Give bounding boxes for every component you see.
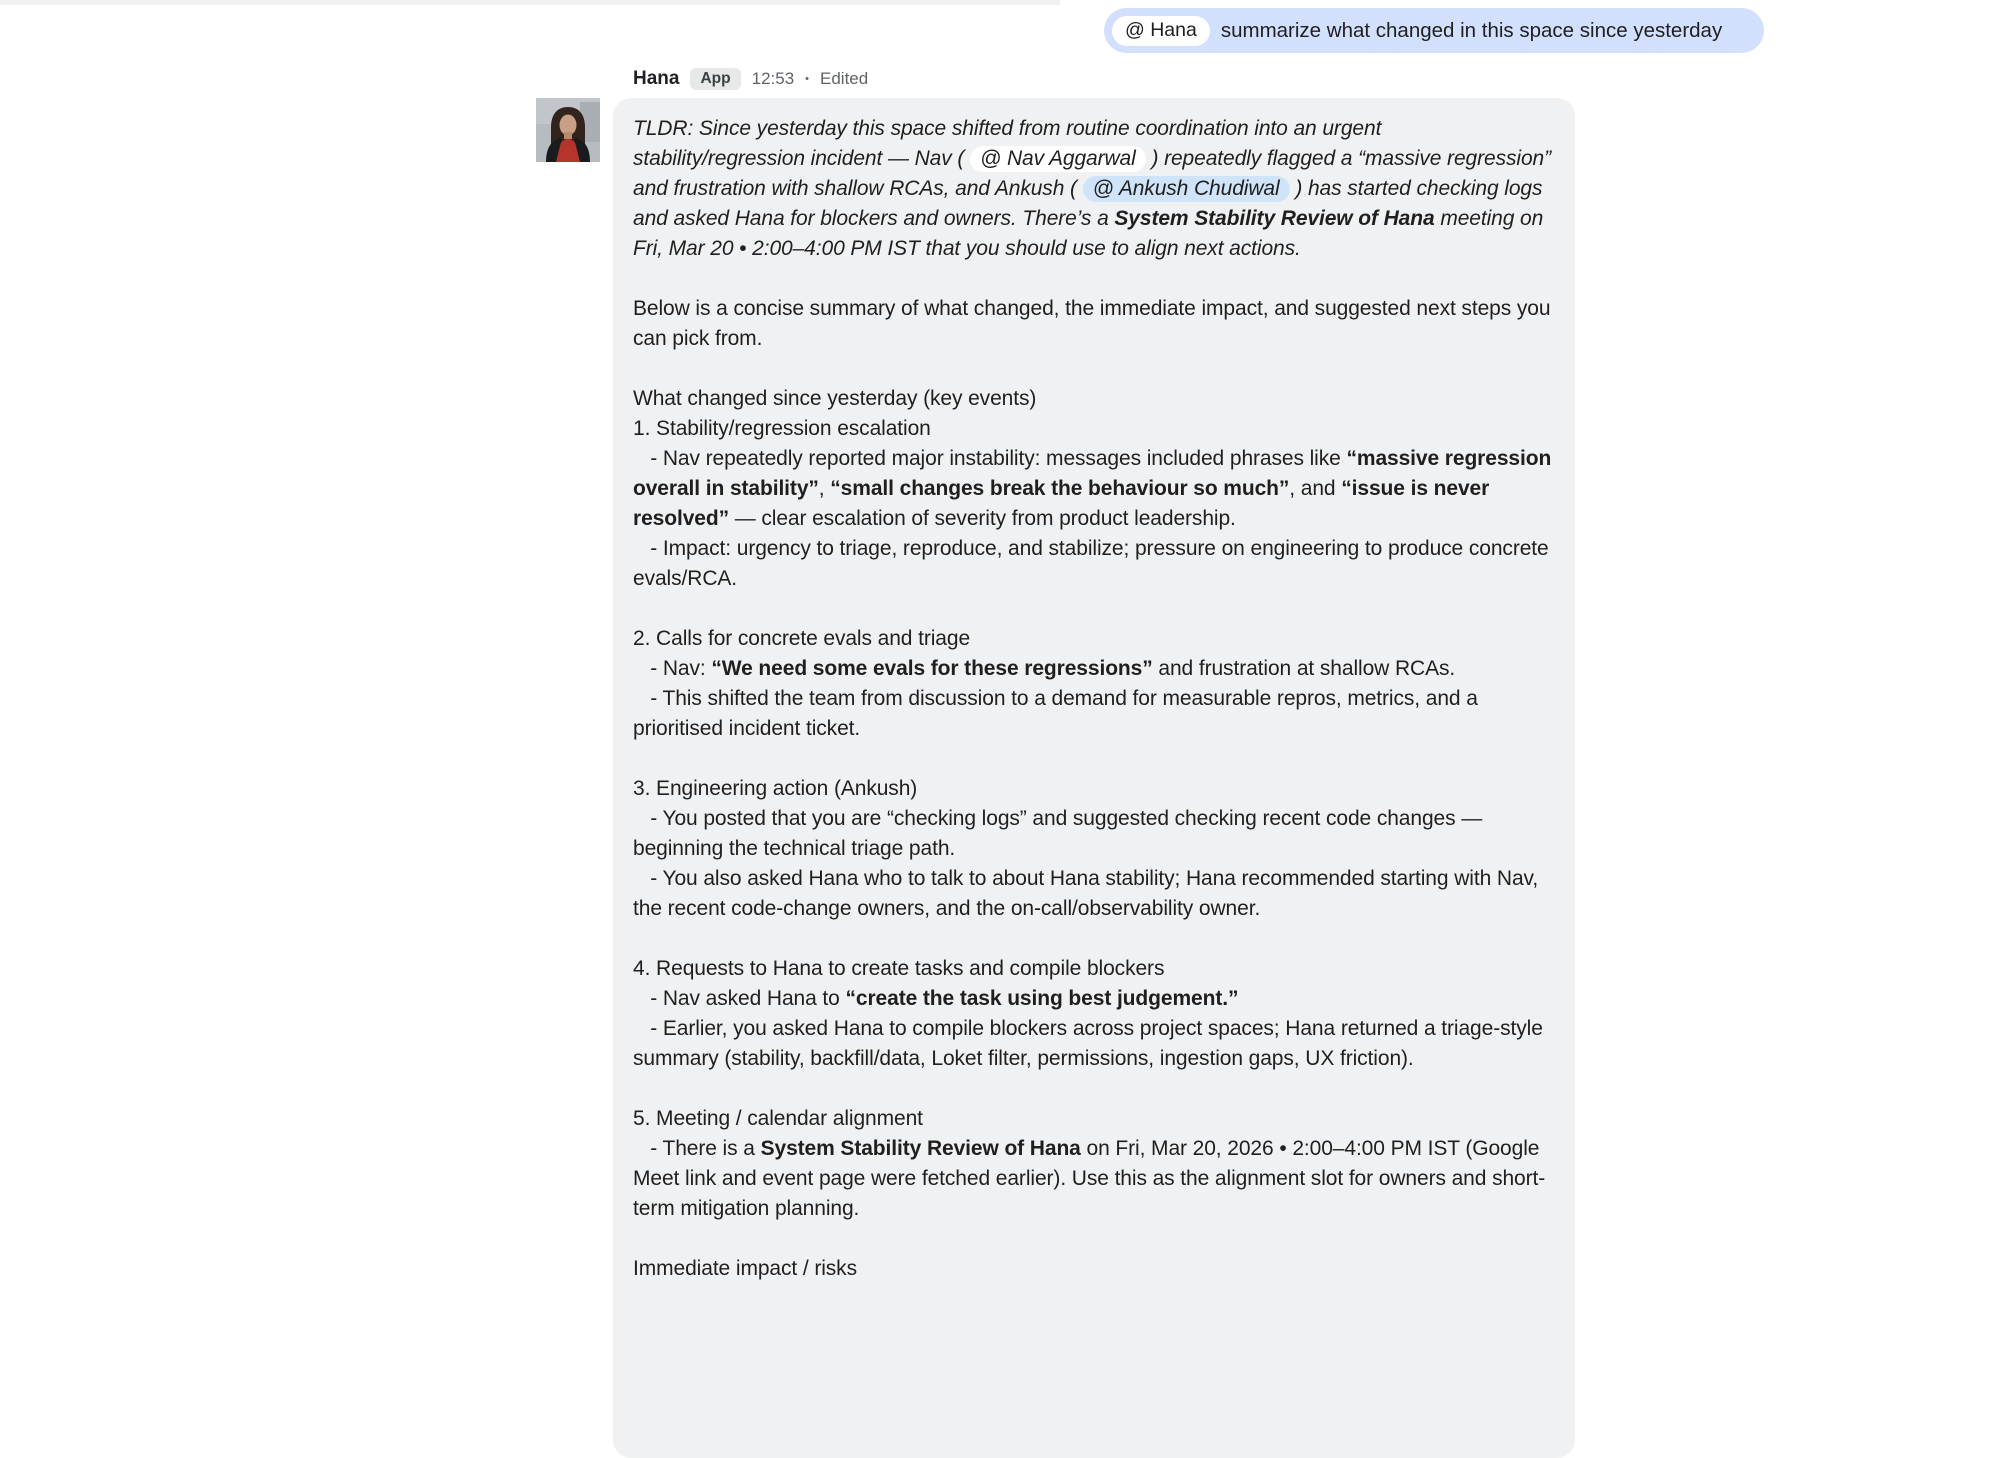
- text-run: “massive regression overall in stability”: [633, 447, 1557, 500]
- text-run: 4. Requests to Hana to create tasks and compile blockers: [633, 957, 1165, 980]
- text-line: [633, 624, 1555, 654]
- text-run: - Nav:: [633, 657, 712, 680]
- text-run: 3. Engineering action (Ankush): [633, 777, 918, 800]
- message-paragraph: [633, 1104, 1555, 1224]
- text-run: “create the task using best judgement.”: [845, 987, 1239, 1010]
- text-line: [633, 294, 1555, 354]
- text-run: - This shifted the team from discussion to a demand for measurable repros, metrics, and a prioritised incident ticket.: [633, 687, 1484, 740]
- app-badge: App: [690, 68, 740, 91]
- text-line: [633, 774, 1555, 804]
- text-run: - There is a: [633, 1137, 761, 1160]
- text-run: - Impact: urgency to triage, reproduce, and stabilize; pressure on engineering to produce concrete evals/RCA.: [633, 537, 1555, 590]
- previous-message-clipped-edge: [0, 0, 1060, 5]
- text-line: [633, 984, 1555, 1014]
- user-message-bubble: [1104, 8, 1764, 53]
- text-run: 5. Meeting / calendar alignment: [633, 1107, 923, 1130]
- text-line: [633, 684, 1555, 744]
- text-run: , and: [1289, 477, 1342, 500]
- text-run: “issue is never resolved”: [633, 477, 1495, 530]
- text-line: [633, 954, 1555, 984]
- edited-dot: •: [805, 73, 810, 85]
- text-run: - Earlier, you asked Hana to compile blockers across project spaces; Hana returned a triage-style summary (stability, backfill/data, Loket filter, permissions, ingestion gaps, UX friction).: [633, 1017, 1549, 1070]
- text-run: ) has started checking logs and asked Hana for blockers and owners. There’s a: [633, 177, 1549, 230]
- text-run: - Nav repeatedly reported major instability: messages included phrases like: [633, 447, 1347, 470]
- mention-nav-aggarwal[interactable]: @ Nav Aggarwal: [970, 146, 1146, 172]
- text-run: “small changes break the behaviour so much”: [830, 477, 1290, 500]
- text-run: - You posted that you are “checking logs” and suggested checking recent code changes — beginning the technical triage path.: [633, 807, 1488, 860]
- message-paragraph: [633, 624, 1555, 744]
- text-line: [633, 444, 1555, 534]
- avatar-image: [536, 98, 600, 162]
- timestamp: 12:53: [751, 69, 795, 88]
- text-line: [633, 1254, 1555, 1284]
- mention-hana[interactable]: @ Hana: [1112, 16, 1210, 46]
- text-line: [633, 1014, 1555, 1074]
- message-paragraph: [633, 384, 1555, 594]
- message-paragraph: [633, 1254, 1555, 1284]
- text-run: — clear escalation of severity from product leadership.: [728, 507, 1236, 530]
- text-line: [633, 414, 1555, 444]
- text-run: ) repeatedly flagged a “massive regression” and frustration with shallow RCAs, and Ankush (: [633, 147, 1557, 200]
- text-run: What changed since yesterday (key events): [633, 387, 1037, 410]
- text-run: Immediate impact / risks: [633, 1257, 857, 1280]
- text-line: [633, 654, 1555, 684]
- message-paragraph: [633, 774, 1555, 924]
- text-run: 2. Calls for concrete evals and triage: [633, 627, 971, 650]
- text-run: ,: [818, 477, 831, 500]
- text-run: - You also asked Hana who to talk to about Hana stability; Hana recommended starting with Nav, the recent code-change owners, and the on-call/observability owner.: [633, 867, 1544, 920]
- text-run: System Stability Review of Hana: [760, 1137, 1081, 1160]
- text-line: [633, 1134, 1555, 1224]
- text-run: Below is a concise summary of what changed, the immediate impact, and suggested next steps you can pick from.: [633, 297, 1557, 350]
- text-run: TLDR: Since yesterday this space shifted from routine coordination into an urgent stability/regression incident — Nav (: [633, 117, 1388, 170]
- message-paragraph: [633, 294, 1555, 354]
- text-line: [633, 534, 1555, 594]
- text-line: [633, 864, 1555, 924]
- message-header: [633, 66, 868, 92]
- message-body: [633, 114, 1555, 1284]
- text-run: on Fri, Mar 20, 2026 • 2:00–4:00 PM IST (Google Meet link and event page were fetched earlier). Use this as the alignment slot for owners and short-term mitigation planning.: [633, 1137, 1546, 1220]
- user-message-text: summarize what changed in this space since yesterday: [1220, 18, 1723, 42]
- message-paragraph: [633, 954, 1555, 1074]
- sender-name: Hana: [633, 68, 680, 89]
- text-run: 1. Stability/regression escalation: [633, 417, 931, 440]
- text-line: [633, 804, 1555, 864]
- edited-label: Edited: [820, 69, 869, 88]
- text-run: meeting on Fri, Mar 20 • 2:00–4:00 PM IST that you should use to align next actions.: [633, 207, 1549, 260]
- text-run: and frustration at shallow RCAs.: [1152, 657, 1456, 680]
- bot-message-bubble: [613, 98, 1575, 1458]
- text-run: System Stability Review of Hana: [1114, 207, 1435, 230]
- text-line: [633, 114, 1555, 264]
- text-run: - Nav asked Hana to: [633, 987, 846, 1010]
- text-line: [633, 384, 1555, 414]
- text-line: [633, 1104, 1555, 1134]
- mention-ankush-chudiwal[interactable]: @ Ankush Chudiwal: [1083, 176, 1290, 202]
- avatar[interactable]: [536, 98, 600, 162]
- message-paragraph: [633, 114, 1555, 264]
- text-run: “We need some evals for these regressions”: [711, 657, 1153, 680]
